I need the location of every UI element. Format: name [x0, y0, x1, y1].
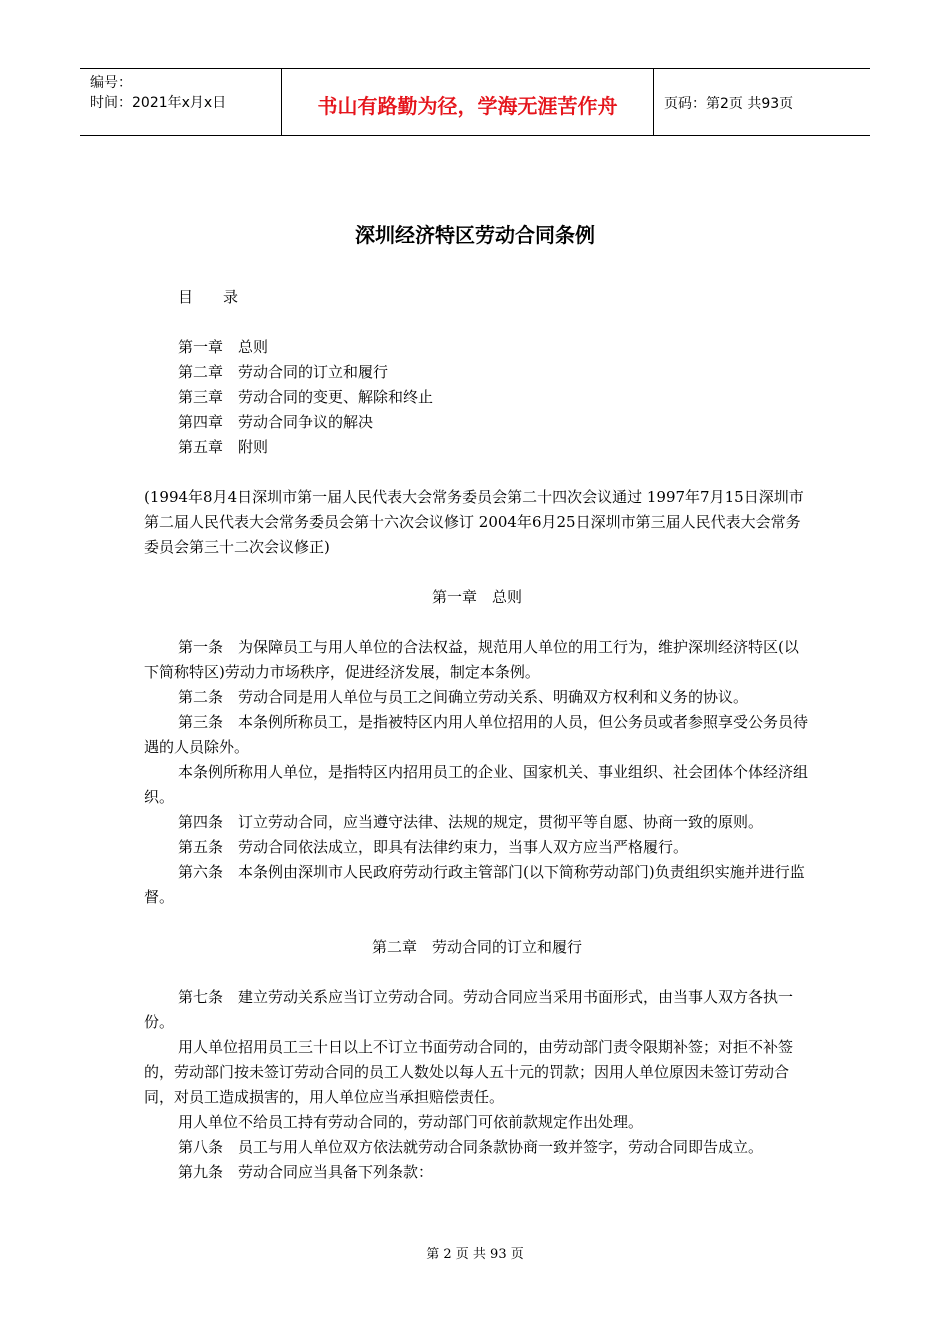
header-time-label: 时间：2021年x月x日: [90, 95, 227, 111]
header-meta: [80, 69, 282, 135]
article-paragraph: 用人单位招用员工三十日以上不订立书面劳动合同的，由劳动部门责令限期补签；对拒不补签的，劳动部门按未签订劳动合同的员工人数处以每人五十元的罚款；因用人单位原因未签订劳动合同，对员工造成损害的，用人单位应当承担赔偿责任。: [144, 1038, 794, 1106]
legislative-history: (1994年8月4日深圳市第一届人民代表大会常务委员会第二十四次会议通过 1997年7月15日深圳市第二届人民代表大会常务委员会第十六次会议修订 2004年6月25日深圳市第三届人民代表大会常务委员会第三十二次会议修正): [144, 488, 804, 556]
article-paragraph: 第六条 本条例由深圳市人民政府劳动行政主管部门(以下简称劳动部门)负责组织实施并进行监督。: [144, 863, 805, 906]
article-paragraph: 用人单位不给员工持有劳动合同的，劳动部门可依前款规定作出处理。: [178, 1113, 644, 1131]
article-paragraph: 第一条 为保障员工与用人单位的合法权益，规范用人单位的用工行为，维护深圳经济特区(以下简称特区)劳动力市场秩序，促进经济发展，制定本条例。: [144, 638, 799, 681]
header-number-label: 编号：: [90, 75, 132, 91]
document-title: 深圳经济特区劳动合同条例: [355, 223, 595, 247]
document-body: [144, 285, 810, 1185]
toc-title: 目 录: [178, 288, 239, 306]
page-footer: 第 2 页 共 93 页: [426, 1247, 524, 1262]
toc-item: 第三章 劳动合同的变更、解除和终止: [178, 388, 434, 406]
chapter-heading: 第一章 总则: [431, 588, 522, 606]
article-paragraph: 第三条 本条例所称员工，是指被特区内用人单位招用的人员，但公务员或者参照享受公务员待遇的人员除外。: [144, 713, 809, 756]
article-paragraph: 第二条 劳动合同是用人单位与员工之间确立劳动关系、明确双方权利和义务的协议。: [178, 688, 749, 706]
article-paragraph: 第四条 订立劳动合同，应当遵守法律、法规的规定，贯彻平等自愿、协商一致的原则。: [178, 813, 764, 831]
toc-item: 第五章 附则: [178, 438, 269, 456]
header-page-code: 页码：第2页 共93页: [664, 96, 794, 112]
article-paragraph: 第五条 劳动合同依法成立，即具有法律约束力，当事人双方应当严格履行。: [178, 838, 689, 856]
article-paragraph: 第七条 建立劳动关系应当订立劳动合同。劳动合同应当采用书面形式，由当事人双方各执一份。: [144, 988, 794, 1031]
article-paragraph: 第八条 员工与用人单位双方依法就劳动合同条款协商一致并签字，劳动合同即告成立。: [178, 1138, 764, 1156]
page-header: [80, 68, 870, 136]
chapter-heading: 第二章 劳动合同的订立和履行: [371, 938, 582, 956]
header-motto: 书山有路勤为径，学海无涯苦作舟: [282, 69, 654, 135]
toc-item: 第四章 劳动合同争议的解决: [178, 413, 374, 431]
article-paragraph: 本条例所称用人单位，是指特区内招用员工的企业、国家机关、事业组织、社会团体个体经济组织。: [144, 763, 809, 806]
toc-item: 第一章 总则: [178, 338, 269, 356]
article-paragraph: 第九条 劳动合同应当具备下列条款：: [178, 1163, 434, 1181]
toc-item: 第二章 劳动合同的订立和履行: [178, 363, 389, 381]
toc-list: [144, 335, 810, 460]
